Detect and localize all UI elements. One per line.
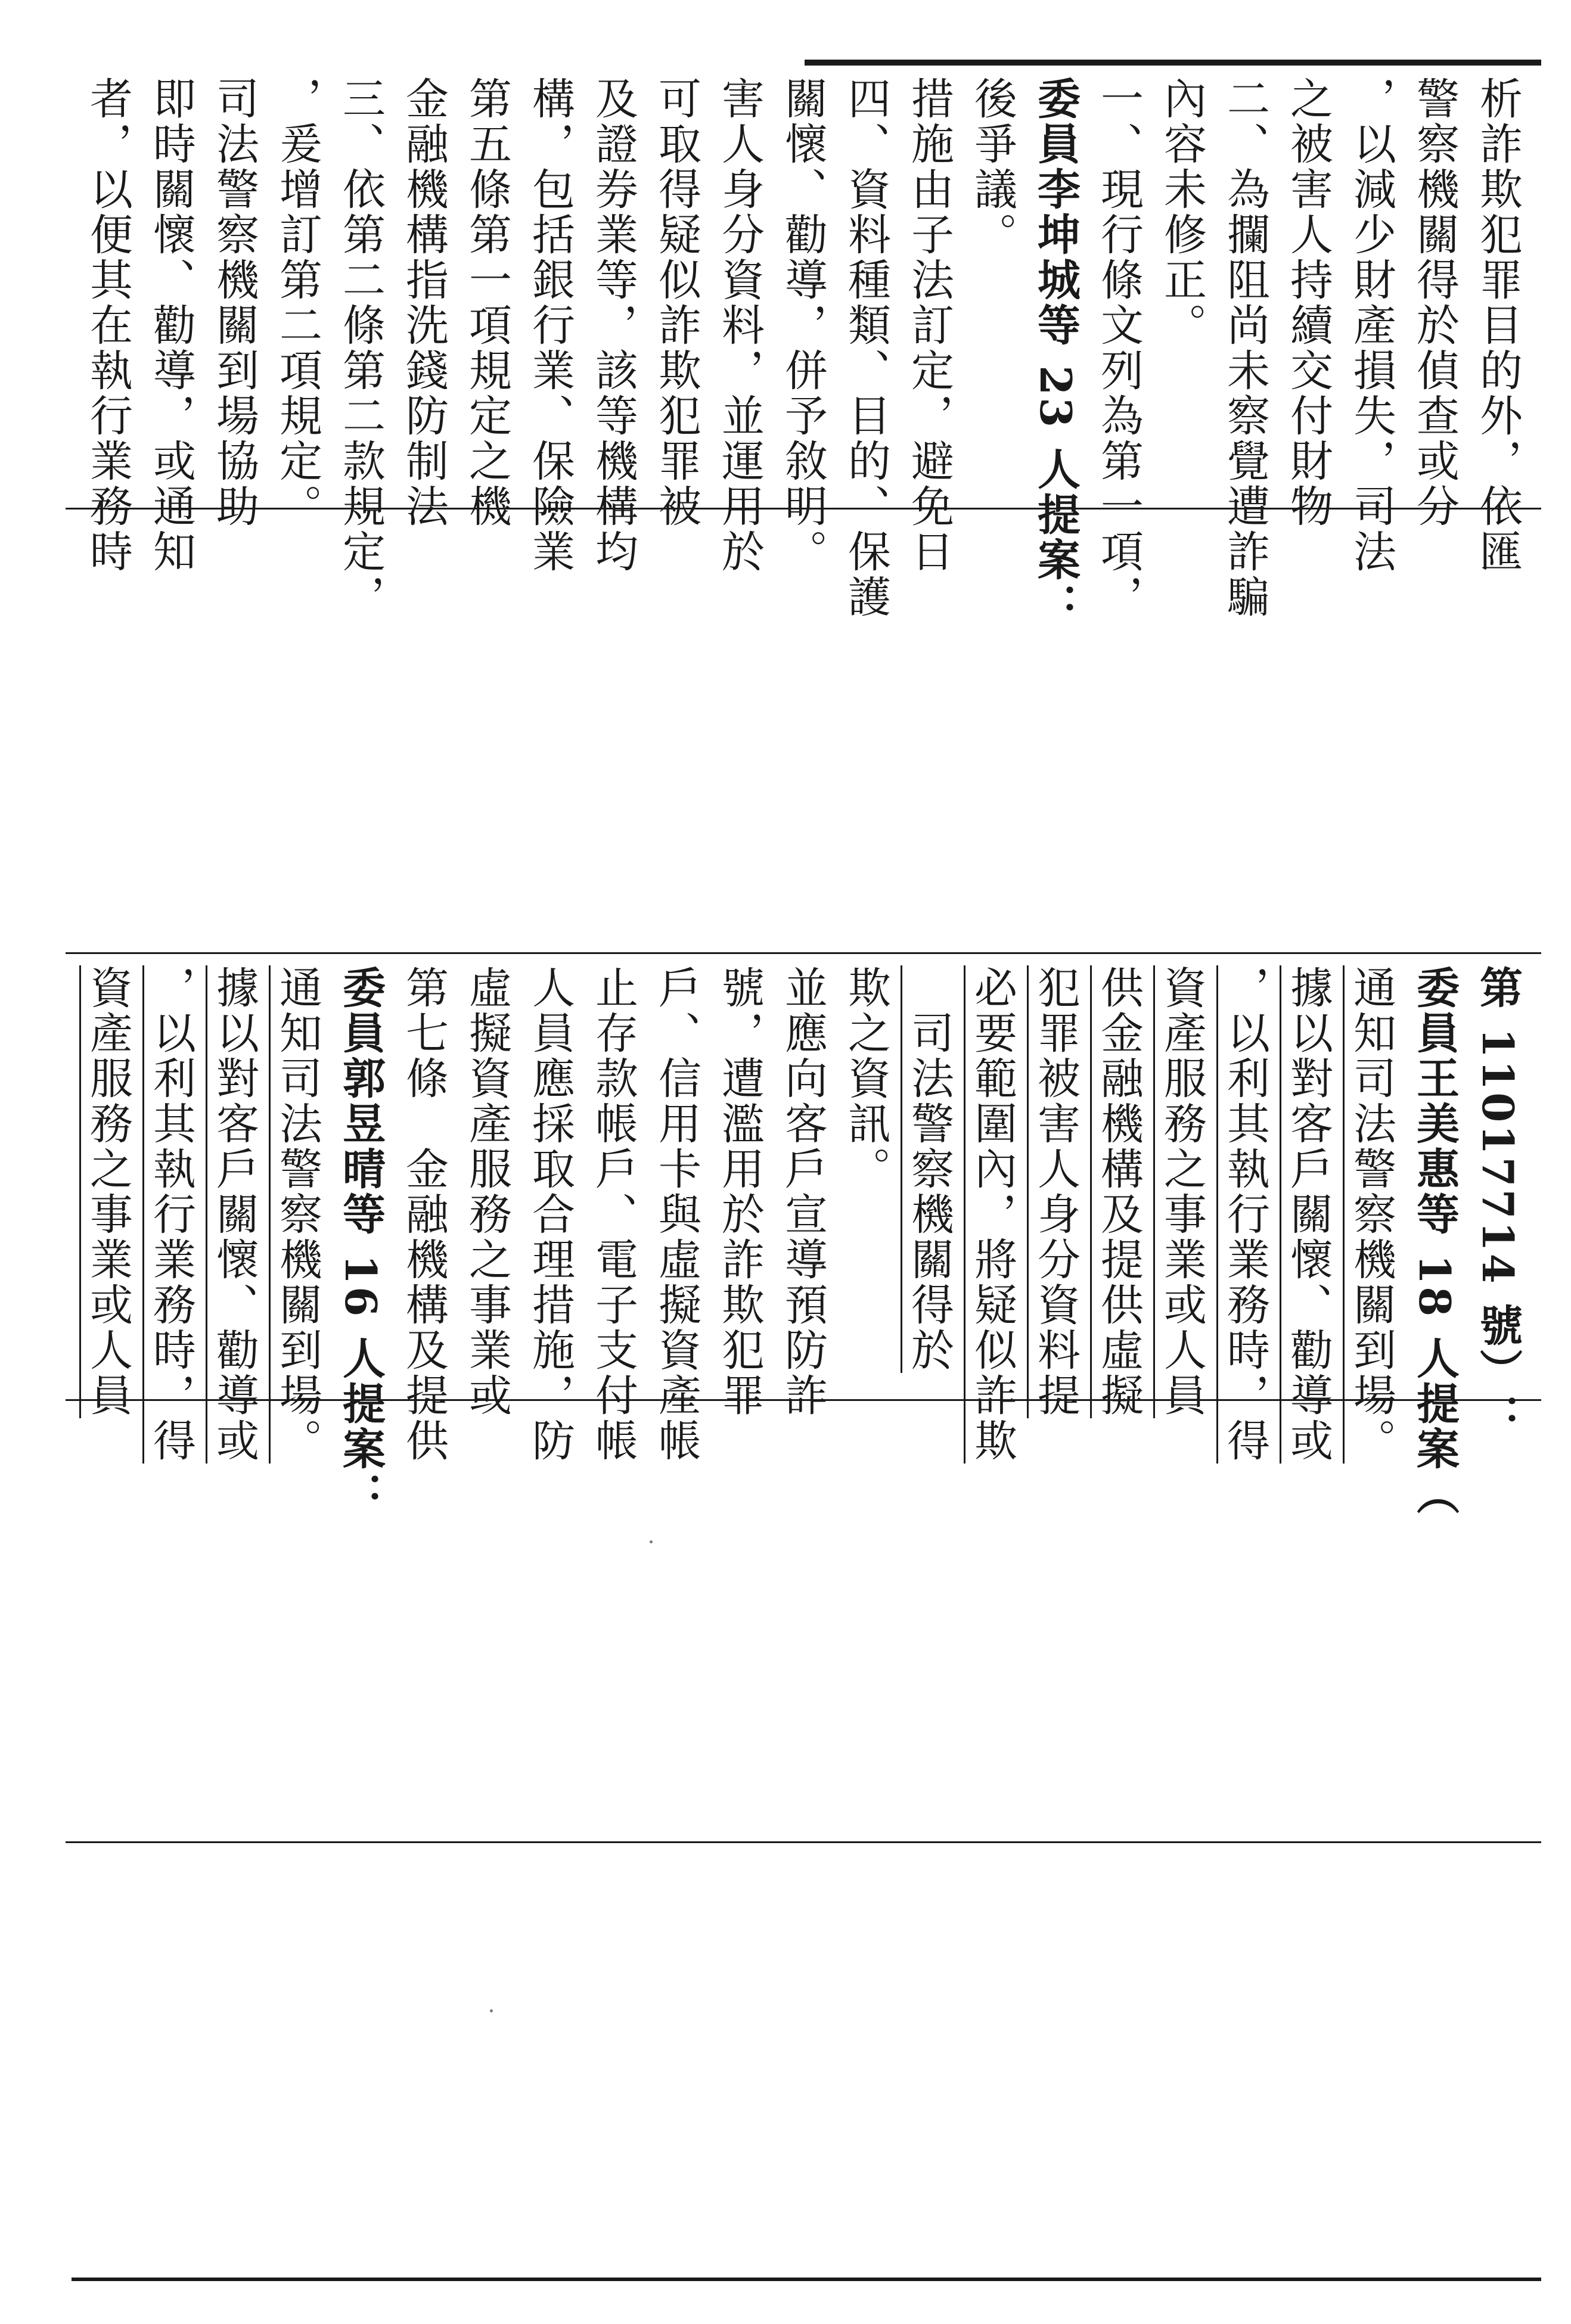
text-line: 欺之資訊。 (841, 965, 891, 1192)
text-line: 二、為攔阻尚未察覺遭詐騙 (1220, 76, 1270, 620)
text-line: ，以減少財產損失，司法 (1346, 76, 1396, 574)
text-line: 析詐欺犯罪目的外，依匯 (1473, 76, 1523, 574)
text-line: 通知司法警察機關到場。 (272, 965, 322, 1464)
scan-speck (490, 2009, 493, 2012)
text-line: 供金融機構及提供虛擬 (1094, 965, 1144, 1418)
text-line: 資產服務之事業或人員 (83, 965, 133, 1418)
text-line: 人員應採取合理措施，防 (525, 965, 575, 1464)
text-line: 司法警察機關得於 (904, 965, 954, 1373)
text-line: 第七條 金融機構及提供 (399, 965, 449, 1464)
rule-lower-section-start (66, 1841, 1541, 1843)
text-line: 警察機關得於偵查或分 (1409, 76, 1460, 529)
text-line: 可取得疑似詐欺犯罪被 (651, 76, 701, 529)
proposal-heading: 委員李坤城等 23 人提案： (1030, 76, 1081, 629)
text-line: 及證券業等，該等機構均 (588, 76, 638, 574)
text-line: 號，遭濫用於詐欺犯罪 (715, 965, 765, 1418)
text-line: 即時關懷、勸導，或通知 (146, 76, 196, 574)
text-line: ，爰增訂第二項規定。 (272, 76, 322, 529)
proposal-heading: 委員郭昱晴等 16 人提案： (336, 965, 386, 1518)
text-line: 內容未修正。 (1157, 76, 1207, 348)
text-line: ，以利其執行業務時，得 (146, 965, 196, 1464)
text-line: 一、現行條文列為第一項， (1094, 76, 1144, 620)
bottom-rule (72, 2278, 1541, 2281)
text-line: 資產服務之事業或人員 (1157, 965, 1207, 1418)
text-line: 通知司法警察機關到場。 (1346, 965, 1396, 1464)
text-line: 必要範圍內，將疑似詐欺 (967, 965, 1017, 1464)
text-line: 虛擬資產服務之事業或 (462, 965, 512, 1418)
text-line: 金融機構指洗錢防制法 (399, 76, 449, 529)
text-line: 害人身分資料，並運用於 (715, 76, 765, 574)
text-line: 並應向客戶宣導預防詐 (778, 965, 828, 1418)
text-line: 四、資料種類、目的、保護 (841, 76, 891, 620)
text-line: 第五條第一項規定之機 (462, 76, 512, 529)
text-line: 後爭議。 (967, 76, 1017, 257)
proposal-heading: 委員王美惠等 18 人提案（ (1409, 965, 1460, 1518)
text-line: 構，包括銀行業、保險業 (525, 76, 575, 574)
text-line: 司法警察機關到場協助 (209, 76, 259, 529)
text-line: ，以利其執行業務時，得 (1220, 965, 1270, 1464)
text-line: 三、依第二條第二款規定， (336, 76, 386, 620)
text-line: 者，以便其在執行業務時 (83, 76, 133, 574)
text-line: 犯罪被害人身分資料提 (1030, 965, 1081, 1418)
text-line: 措施由子法訂定，避免日 (904, 76, 954, 574)
proposal-heading: 第 11017714 號）： (1473, 965, 1523, 1439)
text-line: 止存款帳戶、電子支付帳 (588, 965, 638, 1464)
text-line: 據以對客戶關懷、勸導或 (1283, 965, 1333, 1464)
text-line: 之被害人持續交付財物 (1283, 76, 1333, 529)
text-line: 戶、信用卡與虛擬資產帳 (651, 965, 701, 1464)
text-line: 據以對客戶關懷、勸導或 (209, 965, 259, 1464)
text-line: 關懷、勸導，併予敘明。 (778, 76, 828, 574)
